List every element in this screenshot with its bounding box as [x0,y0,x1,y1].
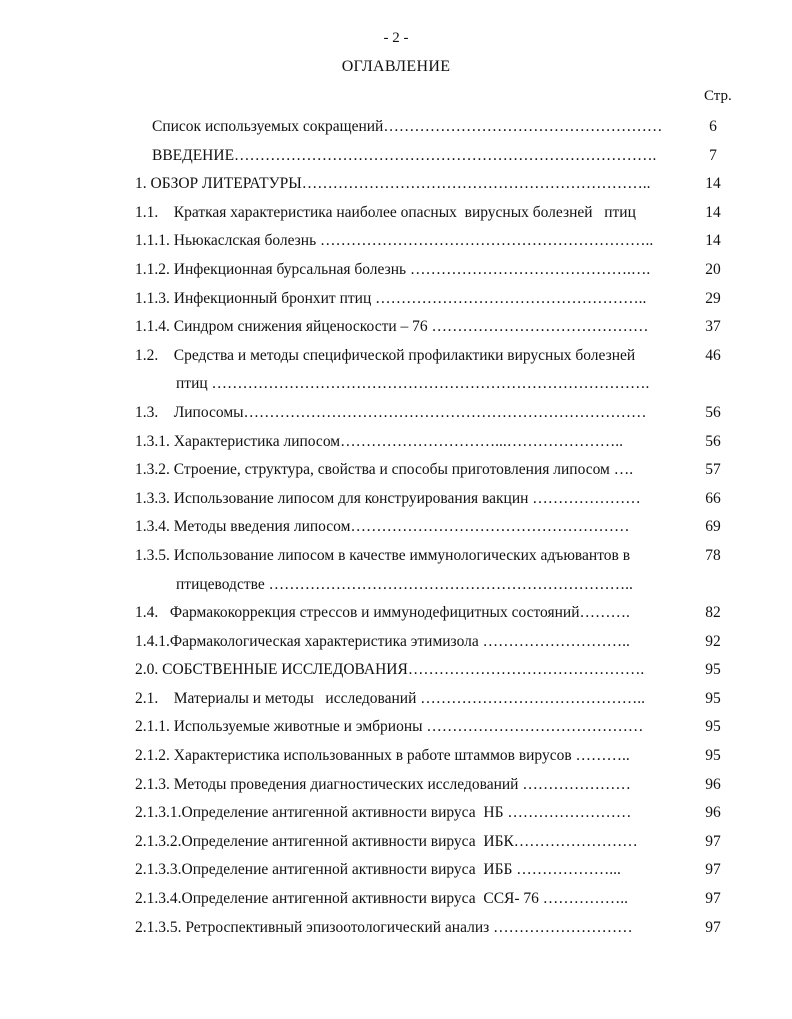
toc-entry [0,227,792,256]
toc-entry-page: 97 [705,918,721,936]
toc-entry [0,828,792,857]
toc-entry-title: 1.3.5. Использование липосом в качестве иммунологических адъювантов в [135,546,631,564]
toc-entry [0,542,792,599]
toc-entry-title: ВВЕДЕНИЕ………………………………………………………………………. [152,146,657,164]
toc-entry-page: 46 [705,346,721,364]
toc-entry [0,685,792,714]
toc-entry [0,513,792,542]
document-title: ОГЛАВЛЕНИЕ [341,58,451,75]
toc-entry-title: 2.1.3.3.Определение антигенной активности вируса ИББ ………………... [135,861,621,879]
toc-entry-page: 7 [709,146,717,164]
toc-entry-title-continued: птиц …………………………………………………………………………. [176,375,650,393]
toc-entry-page: 56 [705,403,721,421]
toc-entry-title: 1.1.2. Инфекционная бурсальная болезнь …………………………………….…. [135,260,651,278]
toc-entry [0,170,792,199]
toc-entry-title: 1.2. Средства и методы специфической профилактики вирусных болезней [135,346,636,364]
toc-entry [0,656,792,685]
toc-entry-page: 95 [705,689,721,707]
toc-entry-title: 2.1.3.4.Определение антигенной активности вируса ССЯ- 76 …………….. [135,890,629,908]
toc-entry [0,914,792,943]
toc-entry-page: 57 [705,461,721,479]
toc-entry [0,313,792,342]
toc-entry-page: 56 [705,432,721,450]
toc-entry-title: 2.1.3.2.Определение антигенной активности вируса ИБК…………………… [135,832,638,850]
page-column-label: Стр. [704,88,732,104]
toc-entry [0,485,792,514]
toc-entry-page: 14 [705,175,721,193]
toc-entry-title: 1. ОБЗОР ЛИТЕРАТУРЫ………………………………………………………….. [135,175,651,193]
toc-entry-title: 1.1.4. Синдром снижения яйценоскости – 76 …………………………………… [135,318,649,336]
toc-entry-page: 95 [705,661,721,679]
toc-entry [0,256,792,285]
toc-entry-title: 1.3.2. Строение, структура, свойства и способы приготовления липосом …. [135,461,634,479]
toc-entry [0,142,792,171]
toc-entry-page: 20 [705,260,721,278]
toc-entry [0,199,792,228]
toc-entry-title: 1.1. Краткая характеристика наиболее опасных вирусных болезней птиц [135,203,636,221]
toc-entry-page: 14 [705,203,721,221]
toc-entry-title: 2.1.1. Используемые животные и эмбрионы …………………………………… [135,718,644,736]
toc-entry-title: Список используемых сокращений……………………………………………… [152,118,663,135]
toc-entry-title: 1.3. Липосомы…………………………………………………………………… [135,403,647,421]
toc-entry-title: 2.1.3. Методы проведения диагностических исследований ………………… [135,775,631,793]
toc-entry-page: 6 [709,118,717,135]
toc-entry-title: 2.0. СОБСТВЕННЫЕ ИССЛЕДОВАНИЯ………………………………………. [135,661,645,679]
toc-entry-page: 95 [705,718,721,736]
toc-entry [0,856,792,885]
toc-entry-title: 2.1.3.1.Определение антигенной активности вируса НБ …………………… [135,804,632,822]
toc-entry-page: 97 [705,890,721,908]
toc-entry-title: 1.4.1.Фармакологическая характеристика этимизола ……………………….. [135,632,630,650]
toc-entry-page: 95 [705,747,721,765]
toc-entry-page: 78 [705,546,721,564]
toc-entry-page: 97 [705,861,721,879]
toc-entry [0,428,792,457]
toc-entry-page: 14 [705,232,721,250]
toc-entry-page: 37 [705,318,721,336]
toc-entry-page: 92 [705,632,721,650]
toc-entry-page: 96 [705,775,721,793]
toc-entry-page: 96 [705,804,721,822]
toc-entry-title: 1.4. Фармакокоррекция стрессов и иммунодефицитных состояний………. [135,604,630,622]
table-of-contents [0,113,792,942]
toc-entry-title: 1.3.3. Использование липосом для конструирования вакцин ………………… [135,489,641,507]
toc-entry [0,799,792,828]
toc-entry [0,713,792,742]
toc-entry-title: 1.1.3. Инфекционный бронхит птиц …………………………………………….. [135,289,647,307]
toc-entry-title: 2.1. Материалы и методы исследований …………………………………….. [135,689,646,707]
toc-entry [0,113,792,142]
toc-entry [0,599,792,628]
toc-entry [0,285,792,314]
toc-entry [0,456,792,485]
page-number: - 2 - [383,30,409,46]
toc-entry-page: 29 [705,289,721,307]
toc-entry-title: 1.3.4. Методы введения липосом……………………………………………… [135,518,630,536]
toc-entry-page: 69 [705,518,721,536]
toc-entry-title: 2.1.3.5. Ретроспективный эпизоотологический анализ ……………………… [135,918,633,936]
toc-entry [0,771,792,800]
toc-entry [0,885,792,914]
toc-entry-title-continued: птицеводстве …………………………………………………………….. [176,575,633,593]
toc-entry-page: 82 [705,604,721,622]
toc-entry [0,399,792,428]
toc-entry-page: 97 [705,832,721,850]
toc-entry [0,628,792,657]
toc-entry-title: 1.3.1. Характеристика липосом…………………………...………………….. [135,432,623,450]
toc-entry-title: 2.1.2. Характеристика использованных в работе штаммов вирусов ……….. [135,747,630,765]
toc-entry [0,742,792,771]
toc-entry-title: 1.1.1. Ньюкаслская болезнь ……………………………………………………….. [135,232,654,250]
toc-entry-page: 66 [705,489,721,507]
toc-entry [0,342,792,399]
